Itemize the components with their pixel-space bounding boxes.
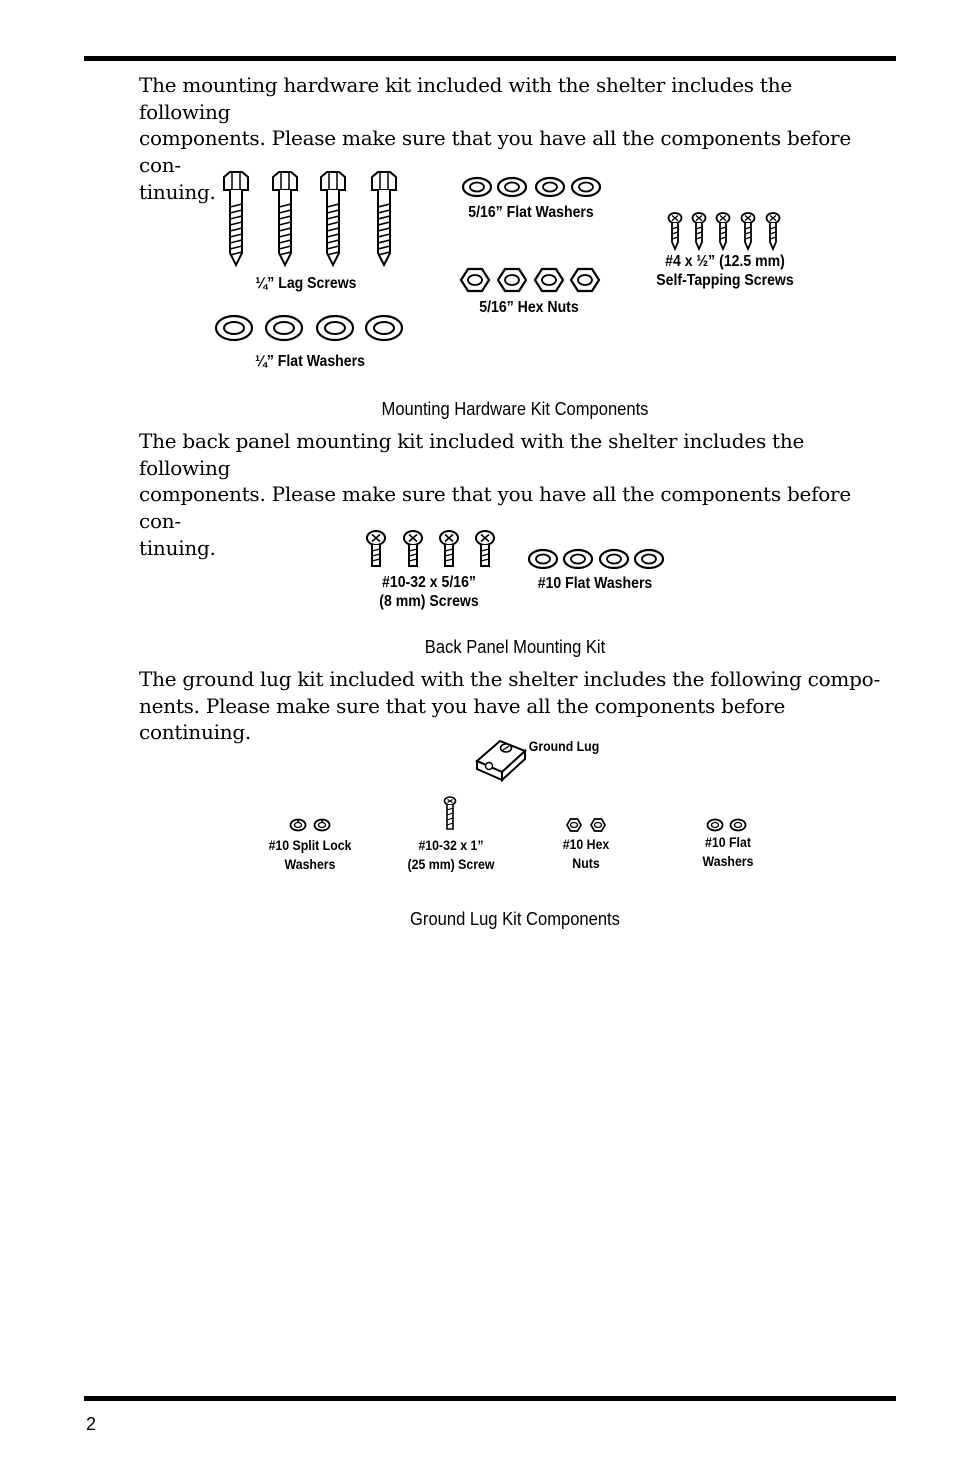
page-number: 2 — [86, 1414, 97, 1434]
text-line: tinuing. — [139, 179, 216, 204]
text-line: tinuing. — [139, 535, 216, 560]
label-line: Nuts — [572, 855, 600, 871]
ground-flat-washers-label — [675, 833, 781, 871]
text-line: The ground lug kit included with the shelter includes the following compo- — [139, 667, 880, 691]
self-tapping-screw-icon — [669, 213, 780, 249]
mounting-hardware-illustration — [0, 0, 954, 400]
lag-screws-label: ¼” Lag Screws — [255, 275, 357, 292]
hex-nut-icon — [567, 819, 605, 831]
flat-washer-icon — [216, 316, 402, 340]
figure-caption-back-panel: Back Panel Mounting Kit — [424, 637, 606, 657]
hex-nut-icon — [461, 269, 599, 291]
text-line: nents. Please make sure that you have all the components before continuing. — [139, 693, 786, 745]
flat-washers-516-label: 5/16” Flat Washers — [468, 204, 594, 221]
lag-screw-icon — [224, 172, 396, 265]
label-line: #10 Split Lock — [268, 837, 352, 853]
bottom-rule — [84, 1396, 896, 1401]
figure-caption-mounting-hardware: Mounting Hardware Kit Components — [381, 399, 649, 419]
label-line: (25 mm) Screw — [407, 856, 495, 872]
label-line: (8 mm) Screws — [379, 593, 479, 610]
quarter-flat-washers-label: ¼” Flat Washers — [255, 353, 365, 370]
intro-paragraph-ground-lug-kit — [139, 666, 884, 746]
label-line: #4 x ½” (12.5 mm) — [665, 253, 785, 270]
screw-icon — [445, 797, 456, 829]
flat-washer-icon — [708, 820, 746, 831]
flat-washer-icon — [463, 178, 600, 196]
text-line: The mounting hardware kit included with the shelter includes the following — [139, 73, 792, 124]
split-lock-washer-icon — [291, 820, 330, 831]
text-line: components. Please make sure that you have all the components before con- — [139, 126, 851, 178]
back-panel-flat-washers-label: #10 Flat Washers — [537, 575, 653, 592]
hex-nuts-label — [533, 835, 639, 873]
label-line: #10 Flat — [705, 834, 751, 850]
label-line: Self-Tapping Screws — [656, 272, 794, 289]
label-line: #10 Hex — [562, 836, 610, 852]
intro-paragraph-back-panel-kit — [139, 428, 884, 562]
split-lock-washers-label — [248, 836, 371, 874]
self-tapping-screws-label — [628, 252, 822, 290]
label-line: Washers — [702, 853, 754, 869]
back-panel-screws-label — [341, 573, 517, 611]
label-line: #10-32 x 5/16” — [382, 574, 476, 591]
text-line: The back panel mounting kit included with the shelter includes the following — [139, 429, 805, 480]
label-line: #10-32 x 1” — [418, 837, 484, 853]
text-line: components. Please make sure that you have all the components before con- — [139, 482, 851, 534]
hex-nuts-516-label: 5/16” Hex Nuts — [479, 299, 579, 316]
label-line: Washers — [284, 856, 336, 872]
figure-caption-ground-lug: Ground Lug Kit Components — [410, 909, 620, 929]
ground-screw-label — [389, 836, 512, 874]
ground-lug-label: Ground Lug — [528, 738, 600, 754]
